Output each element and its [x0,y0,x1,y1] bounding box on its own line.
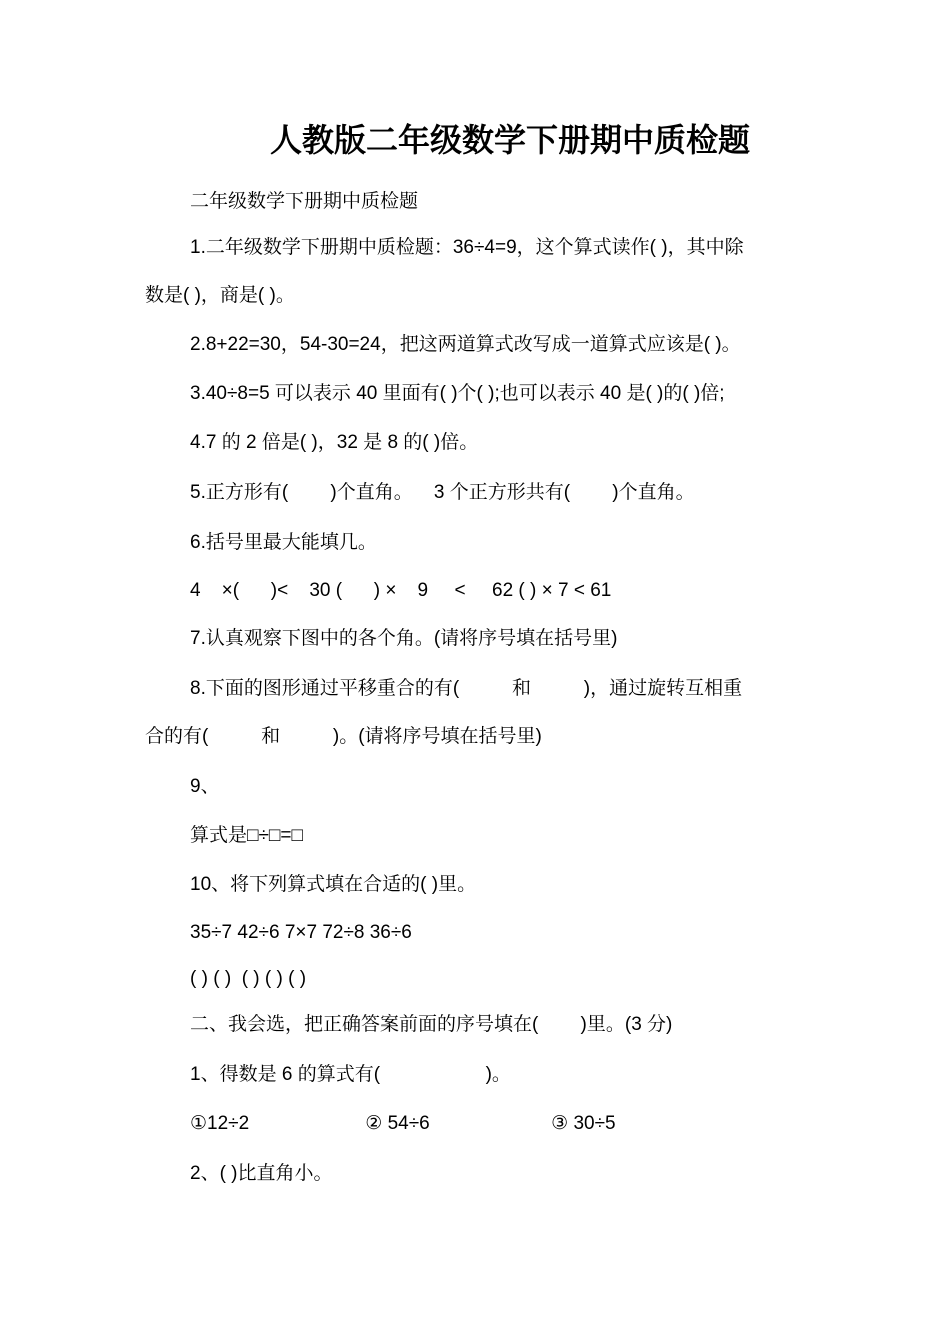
question-7: 7.认真观察下图中的各个角。(请将序号填在括号里) [190,628,618,649]
document-subtitle: 二年级数学下册期中质检题 [190,191,419,212]
question-3: 3.40÷8=5 可以表示 40 里面有( )个( );也可以表示 40 是( )的( )倍; [190,383,725,404]
section-2-heading: 二、我会选，把正确答案前面的序号填在( )里。(3 分) [190,1014,673,1035]
choice-question-1: 1、得数是 6 的算式有( )。 [190,1064,511,1085]
choice-question-2: 2、( )比直角小。 [190,1163,333,1184]
question-5: 5.正方形有( )个直角。 3 个正方形共有( )个直角。 [190,482,695,503]
question-10: 10、将下列算式填在合适的( )里。 [190,874,477,895]
question-6-inequalities: 4 ×( )< 30 ( ) × 9 < 62 ( ) × 7 < 61 [190,580,612,601]
question-2: 2.8+22=30，54-30=24，把这两道算式改写成一道算式应该是( )。 [190,334,741,355]
question-10-blanks: ( ) ( ) ( ) ( ) ( ) [190,968,307,989]
question-4: 4.7 的 2 倍是( )，32 是 8 的( )倍。 [190,432,479,453]
choice-question-1-options: ①12÷2 ② 54÷6 ③ 30÷5 [190,1113,616,1134]
question-6: 6.括号里最大能填几。 [190,532,377,553]
question-1-line-2: 数是( )，商是( )。 [145,285,295,306]
question-9-formula: 算式是□÷□=□ [190,825,303,846]
question-1-line-1: 1.二年级数学下册期中质检题：36÷4=9，这个算式读作( )，其中除 [190,237,744,258]
question-8-line-2: 合的有( 和 )。(请将序号填在括号里) [145,726,542,747]
question-10-expressions: 35÷7 42÷6 7×7 72÷8 36÷6 [190,922,412,943]
question-8-line-1: 8.下面的图形通过平移重合的有( 和 )，通过旋转互相重 [190,678,743,699]
question-9: 9、 [190,776,220,797]
document-title: 人教版二年级数学下册期中质检题 [269,121,750,159]
